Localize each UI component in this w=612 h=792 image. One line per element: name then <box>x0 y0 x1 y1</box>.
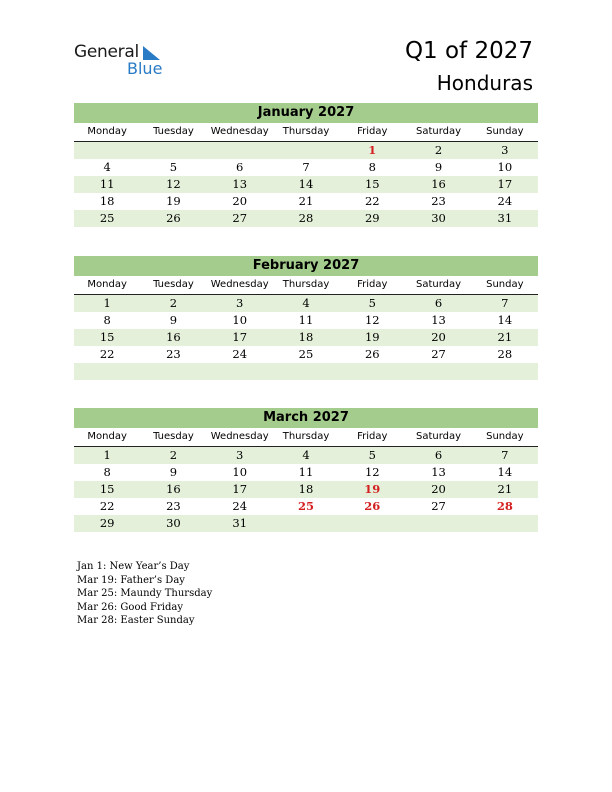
date-cell: 1 <box>103 448 111 462</box>
month-weeks <box>74 447 538 532</box>
date-cell <box>339 515 405 532</box>
date-cell: 21 <box>497 330 513 344</box>
weekday-label: Friday <box>357 126 388 137</box>
page-title: Q1 of 2027 <box>404 38 533 64</box>
weekday-header-row <box>74 276 538 295</box>
date-cell <box>472 363 538 380</box>
weekday-label: Sunday <box>486 126 524 137</box>
weekday-label: Thursday <box>282 431 330 442</box>
month-weeks <box>74 142 538 227</box>
date-cell: 25 <box>298 347 314 361</box>
month-header: January 2027 <box>74 103 538 123</box>
date-cell: 6 <box>434 448 443 462</box>
weekday-label: Saturday <box>416 126 462 137</box>
week-row <box>74 329 538 346</box>
weekday-label: Wednesday <box>210 126 269 137</box>
date-cell: 4 <box>103 160 111 174</box>
date-cell: 27 <box>431 347 446 361</box>
date-cell: 13 <box>431 313 446 327</box>
date-cell: 31 <box>232 516 248 530</box>
date-cell: 9 <box>169 313 178 327</box>
date-cell: 17 <box>232 482 248 496</box>
holiday-date-cell: 25 <box>297 499 314 513</box>
weekday-label: Thursday <box>282 279 330 290</box>
weekday-label: Sunday <box>486 279 524 290</box>
date-cell: 7 <box>501 296 509 310</box>
date-cell: 6 <box>236 160 244 174</box>
date-cell: 13 <box>431 465 446 479</box>
date-cell: 27 <box>232 211 248 225</box>
weekday-label: Tuesday <box>153 126 194 137</box>
holiday-date-cell: 28 <box>496 499 513 513</box>
holiday-note: Mar 19: Father’s Day <box>77 574 185 586</box>
weekday-label: Wednesday <box>210 431 269 442</box>
week-row <box>74 498 538 515</box>
date-cell: 18 <box>99 194 115 208</box>
logo-text-blue: Blue <box>127 59 163 78</box>
date-cell: 10 <box>497 160 513 174</box>
date-cell: 2 <box>169 296 178 310</box>
date-cell: 31 <box>497 211 513 225</box>
date-cell: 2 <box>169 448 178 462</box>
date-cell: 6 <box>434 296 443 310</box>
date-cell <box>472 515 538 532</box>
week-row <box>74 193 538 210</box>
date-cell: 20 <box>431 482 446 496</box>
date-cell: 16 <box>431 177 446 191</box>
date-cell: 29 <box>364 211 380 225</box>
holiday-date-cell: 26 <box>364 499 381 513</box>
date-cell: 16 <box>166 482 181 496</box>
country-name: Honduras <box>436 71 533 95</box>
date-cell: 22 <box>99 499 115 513</box>
date-cell: 3 <box>236 448 244 462</box>
date-cell: 23 <box>166 347 181 361</box>
date-cell: 24 <box>497 194 513 208</box>
date-cell: 4 <box>302 296 310 310</box>
date-cell: 9 <box>169 465 178 479</box>
date-cell: 23 <box>166 499 181 513</box>
date-cell: 5 <box>169 160 178 174</box>
week-row <box>74 210 538 227</box>
month-weeks <box>74 295 538 380</box>
date-cell <box>140 142 206 159</box>
date-cell <box>207 142 273 159</box>
weekday-label: Monday <box>87 431 127 442</box>
date-cell: 19 <box>364 330 380 344</box>
date-cell: 10 <box>232 465 248 479</box>
weekday-label: Monday <box>87 279 127 290</box>
month-calendar-february <box>74 256 538 380</box>
holiday-note: Mar 26: Good Friday <box>77 601 183 613</box>
date-cell: 11 <box>298 465 314 479</box>
date-cell: 15 <box>99 330 115 344</box>
date-cell: 17 <box>232 330 248 344</box>
month-calendar-january <box>74 103 538 227</box>
date-cell: 14 <box>298 177 314 191</box>
date-cell: 5 <box>368 448 376 462</box>
date-cell: 8 <box>368 160 376 174</box>
date-cell: 10 <box>232 313 248 327</box>
date-cell: 8 <box>103 313 111 327</box>
date-cell <box>405 515 471 532</box>
date-cell: 13 <box>232 177 248 191</box>
holiday-note: Jan 1: New Year’s Day <box>77 561 190 572</box>
week-row <box>74 481 538 498</box>
date-cell: 12 <box>364 313 380 327</box>
date-cell: 3 <box>236 296 244 310</box>
weekday-label: Sunday <box>486 431 524 442</box>
date-cell: 19 <box>166 194 181 208</box>
weekday-label: Friday <box>357 431 388 442</box>
week-row <box>74 515 538 532</box>
weekday-label: Saturday <box>416 279 462 290</box>
date-cell: 9 <box>434 160 443 174</box>
date-cell: 14 <box>497 313 513 327</box>
date-cell <box>74 142 140 159</box>
week-row <box>74 295 538 312</box>
date-cell: 2 <box>434 143 443 157</box>
date-cell: 26 <box>364 347 380 361</box>
weekday-label: Friday <box>357 279 388 290</box>
date-cell <box>273 363 339 380</box>
date-cell: 7 <box>302 160 310 174</box>
brand-logo <box>74 42 174 76</box>
date-cell: 20 <box>431 330 446 344</box>
date-cell: 18 <box>298 482 314 496</box>
week-row <box>74 159 538 176</box>
date-cell: 22 <box>99 347 115 361</box>
date-cell: 17 <box>497 177 513 191</box>
month-header: March 2027 <box>74 408 538 428</box>
holiday-note: Mar 28: Easter Sunday <box>77 615 195 627</box>
week-row <box>74 447 538 464</box>
week-row <box>74 464 538 481</box>
weekday-label: Wednesday <box>210 279 269 290</box>
week-row <box>74 142 538 159</box>
date-cell: 15 <box>99 482 115 496</box>
date-cell: 28 <box>497 347 513 361</box>
date-cell: 20 <box>232 194 248 208</box>
date-cell: 18 <box>298 330 314 344</box>
date-cell: 3 <box>501 143 509 157</box>
weekday-header-row <box>74 428 538 447</box>
weekday-label: Tuesday <box>153 279 194 290</box>
holiday-date-cell: 19 <box>364 482 381 496</box>
weekday-label: Saturday <box>416 431 462 442</box>
weekday-label: Thursday <box>282 126 330 137</box>
date-cell: 16 <box>166 330 181 344</box>
date-cell: 7 <box>501 448 509 462</box>
date-cell: 14 <box>497 465 513 479</box>
weekday-label: Tuesday <box>153 431 194 442</box>
weekday-label: Monday <box>87 126 127 137</box>
date-cell: 5 <box>368 296 376 310</box>
week-row <box>74 312 538 329</box>
date-cell: 21 <box>298 194 314 208</box>
month-header: February 2027 <box>74 256 538 276</box>
date-cell <box>273 142 339 159</box>
holiday-notes <box>77 560 212 628</box>
date-cell <box>405 363 471 380</box>
date-cell: 4 <box>302 448 310 462</box>
date-cell: 30 <box>166 516 181 530</box>
date-cell: 12 <box>166 177 181 191</box>
date-cell: 11 <box>298 313 314 327</box>
date-cell <box>74 363 140 380</box>
week-row <box>74 346 538 363</box>
date-cell: 12 <box>364 465 380 479</box>
logo-text-general: General <box>74 42 139 62</box>
date-cell <box>339 363 405 380</box>
date-cell: 8 <box>103 465 111 479</box>
date-cell: 28 <box>298 211 314 225</box>
date-cell: 21 <box>497 482 513 496</box>
date-cell: 30 <box>431 211 446 225</box>
date-cell: 22 <box>364 194 380 208</box>
date-cell: 11 <box>99 177 115 191</box>
date-cell: 26 <box>166 211 181 225</box>
date-cell <box>140 363 206 380</box>
holiday-note: Mar 25: Maundy Thursday <box>77 588 213 600</box>
weekday-header-row <box>74 123 538 142</box>
date-cell: 25 <box>99 211 115 225</box>
date-cell <box>273 515 339 532</box>
date-cell: 1 <box>103 296 111 310</box>
date-cell <box>207 363 273 380</box>
week-row <box>74 176 538 193</box>
month-calendar-march <box>74 408 538 532</box>
week-row <box>74 363 538 380</box>
date-cell: 24 <box>232 499 248 513</box>
holiday-date-cell: 1 <box>368 143 377 157</box>
date-cell: 23 <box>431 194 446 208</box>
date-cell: 27 <box>431 499 446 513</box>
date-cell: 15 <box>364 177 380 191</box>
date-cell: 29 <box>99 516 115 530</box>
date-cell: 24 <box>232 347 248 361</box>
